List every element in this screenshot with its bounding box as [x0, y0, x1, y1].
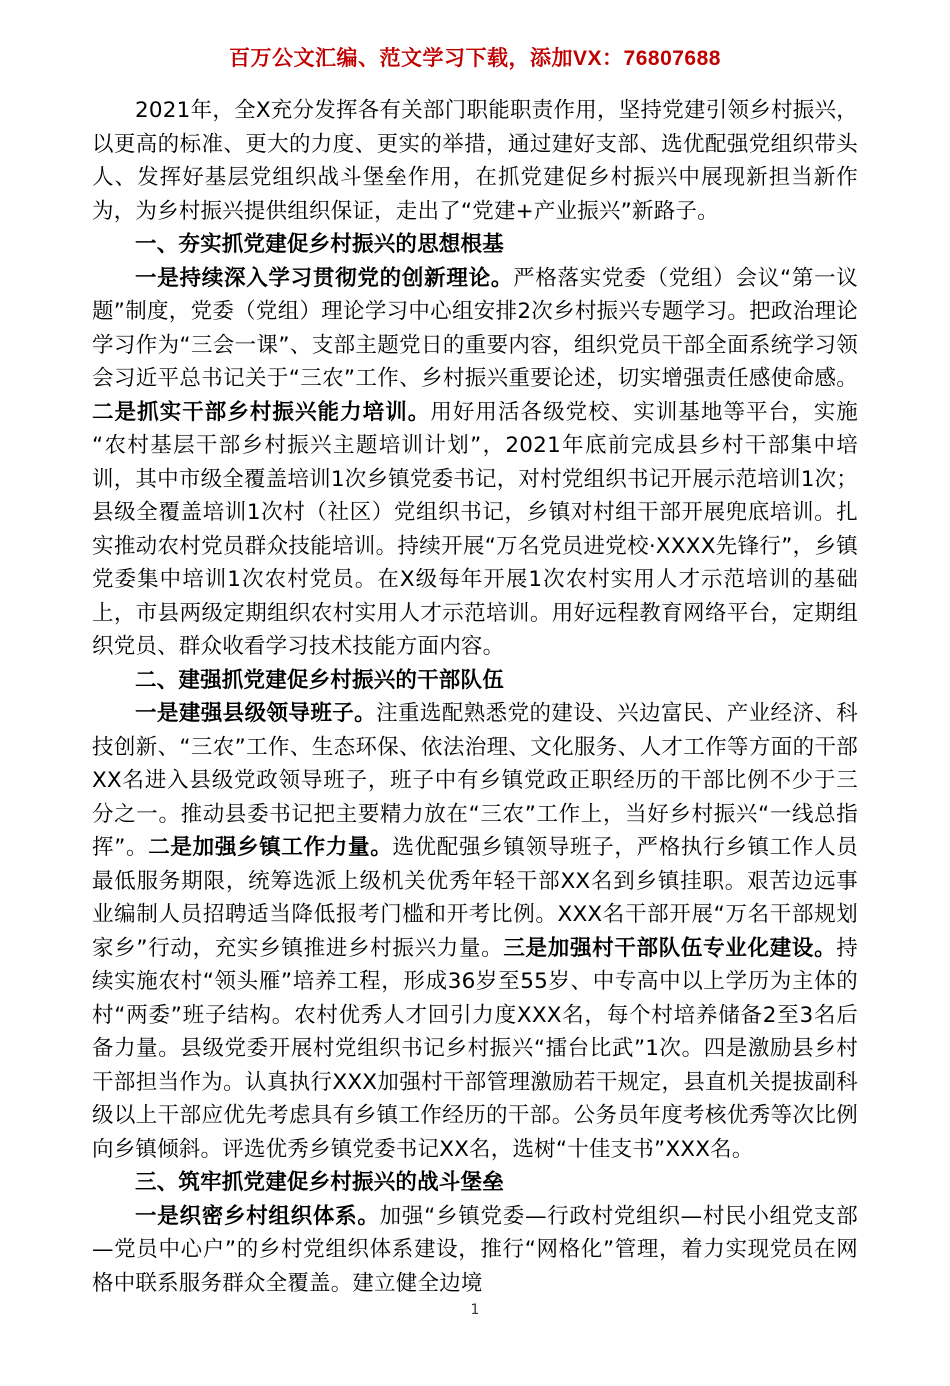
paragraph-section2-text1: 注重选配熟悉党的建设、兴边富民、产业经济、科技创新、“三农”工作、生态环保、依法治理、文化服务、人才工作等方面的干部XX名进入县级党政领导班子，班子中有乡镇党政正职经历的干部比例不少于三分之一。推动县委书记把主要精力放在“三农”工作上，当好乡村振兴“一线总指挥”。 — [92, 701, 859, 860]
subheading-2-3: 三是加强村干部队伍专业化建设。 — [503, 935, 837, 961]
subheading-3-1: 一是织密乡村组织体系。 — [135, 1203, 380, 1229]
paragraph-section3-text1: 加强“乡镇党委—行政村党组织—村民小组党支部—党员中心户”的乡村党组织体系建设，推行“网格化”管理，着力实现党员在网格中联系服务群众全覆盖。建立健全边境 — [92, 1203, 859, 1296]
subheading-1-1: 一是持续深入学习贯彻党的创新理论。 — [135, 265, 514, 291]
paragraph-section2 — [92, 697, 858, 1166]
paragraph-section2-text2: 选优配强乡镇领导班子，严格执行乡镇工作人员最低服务期限，统筹选派上级机关优秀年轻干部XX名到乡镇挂职。艰苦边远事业编制人员招聘适当降低报考门槛和开考比例。XXX名干部开展“万名干部规划家乡”行动，充实乡镇推进乡村振兴力量。 — [92, 835, 859, 961]
watermark-text: 百万公文汇编、范文学习下载，添加VX：76807688 — [229, 47, 721, 70]
paragraph-section1-text2: 用好用活各级党校、实训基地等平台，实施“农村基层干部乡村振兴主题培训计划”，2021年底前完成县乡村干部集中培训，其中市级全覆盖培训1次乡镇党委书记，对村党组织书记开展示范培训1次；县级全覆盖培训1次村（社区）党组织书记，乡镇对村组干部开展兜底培训。扎实推动农村党员群众技能培训。持续开展“万名党员进党校·XXXX先锋行”，乡镇党委集中培训1次农村党员。在X级每年开展1次农村实用人才示范培训的基础上，市县两级定期组织农村实用人才示范培训。用好远程教育网络平台，定期组织党员、群众收看学习技术技能方面内容。 — [92, 399, 858, 659]
document-page — [0, 42, 950, 1386]
page-number: 1 — [470, 1302, 480, 1318]
section-heading-2: 二、建强抓党建促乡村振兴的干部队伍 — [135, 667, 504, 693]
paragraph-section1-text1: 严格落实党委（党组）会议“第一议题”制度，党委（党组）理论学习中心组安排2次乡村振兴专题学习。把政治理论学习作为“三会一课”、支部主题党日的重要内容，组织党员干部全面系统学习领会习近平总书记关于“三农”工作、乡村振兴重要论述，切实增强责任感使命感。 — [92, 265, 859, 391]
subheading-1-2: 二是抓实干部乡村振兴能力培训。 — [92, 399, 431, 425]
subheading-2-2: 二是加强乡镇工作力量。 — [148, 835, 393, 860]
subheading-2-1: 一是建强县级领导班子。 — [135, 701, 377, 726]
paragraph-intro: 2021年，全X充分发挥各有关部门职能职责作用，坚持党建引领乡村振兴，以更高的标准、更大的力度、更实的举措，通过建好支部、选优配强党组织带头人、发挥好基层党组织战斗堡垒作用，在抓党建促乡村振兴中展现新担当新作为，为乡村振兴提供组织保证，走出了“党建+产业振兴”新路子。 — [92, 98, 858, 224]
document-body — [92, 94, 858, 1300]
section-heading-1: 一、夯实抓党建促乡村振兴的思想根基 — [135, 232, 504, 257]
paragraph-section3 — [92, 1200, 858, 1301]
paragraph-section1 — [92, 262, 858, 664]
paragraph-section2-text3: 持续实施农村“领头雁”培养工程，形成36岁至55岁、中专高中以上学历为主体的村“两委”班子结构。农村优秀人才回引力度XXX名，每个村培养储备2至3名后备力量。县级党委开展村党组织书记乡村振兴“擂台比武”1次。四是激励县乡村干部担当作为。认真执行XXX加强村干部管理激励若干规定，县直机关提拔副科级以上干部应优先考虑具有乡镇工作经历的干部。公务员年度考核优秀等次比例向乡镇倾斜。评选优秀乡镇党委书记XX名，选树“十佳支书”XXX名。 — [92, 935, 858, 1162]
section-heading-3: 三、筑牢抓党建促乡村振兴的战斗堡垒 — [135, 1170, 504, 1195]
